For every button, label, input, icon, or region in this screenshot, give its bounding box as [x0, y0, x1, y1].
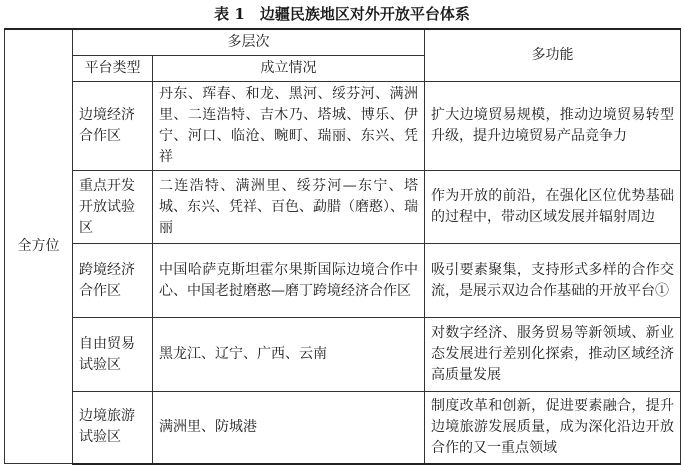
platform-type-cell: 边境旅游试验区: [73, 392, 153, 464]
function-cell: 制度改革和创新，促进要素融合，提升边境旅游发展质量，成为深化沿边开放合作的又一重点领域: [425, 392, 681, 464]
locations-cell: 二连浩特、满洲里、绥芬河—东宁、塔城、东兴、凭祥、百色、勐腊（磨憨）、瑞丽: [153, 171, 425, 244]
table-row: [5, 392, 681, 464]
locations-cell: 黑龙江、辽宁、广西、云南: [153, 318, 425, 392]
locations-cell: 满洲里、防城港: [153, 392, 425, 464]
table-row: [5, 171, 681, 244]
function-cell: 对数字经济、服务贸易等新领域、新业态发展进行差别化探索，推动区域经济高质量发展: [425, 318, 681, 392]
header-multi-level: 多层次: [73, 29, 425, 56]
header-platform-type: 平台类型: [73, 56, 153, 82]
table-row: [5, 82, 681, 171]
function-cell: 作为开放的前沿，在强化区位优势基础的过程中，带动区域发展并辐射周边: [425, 171, 681, 244]
header-multi-function: 多功能: [425, 29, 681, 82]
scope-cell: 全方位: [5, 29, 73, 464]
platform-type-cell: 边境经济合作区: [73, 82, 153, 171]
table-caption: 表 1 边疆民族地区对外开放平台体系: [214, 5, 470, 23]
platform-type-cell: 跨境经济合作区: [73, 244, 153, 318]
platform-type-cell: 自由贸易试验区: [73, 318, 153, 392]
platform-table: [4, 28, 681, 465]
table-row: [5, 244, 681, 318]
locations-cell: 丹东、珲春、和龙、黑河、绥芬河、满洲里、二连浩特、吉木乃、塔城、博乐、伊宁、河口、临沧、畹町、瑞丽、东兴、凭祥: [153, 82, 425, 171]
function-cell: 吸引要素聚集，支持形式多样的合作交流，是展示双边合作基础的开放平台①: [425, 244, 681, 318]
function-cell: 扩大边境贸易规模，推动边境贸易转型升级，提升边境贸易产品竞争力: [425, 82, 681, 171]
header-establishment: 成立情况: [153, 56, 425, 82]
platform-type-cell: 重点开发开放试验区: [73, 171, 153, 244]
table-row: [5, 318, 681, 392]
locations-cell: 中国哈萨克斯坦霍尔果斯国际边境合作中心、中国老挝磨憨—磨丁跨境经济合作区: [153, 244, 425, 318]
